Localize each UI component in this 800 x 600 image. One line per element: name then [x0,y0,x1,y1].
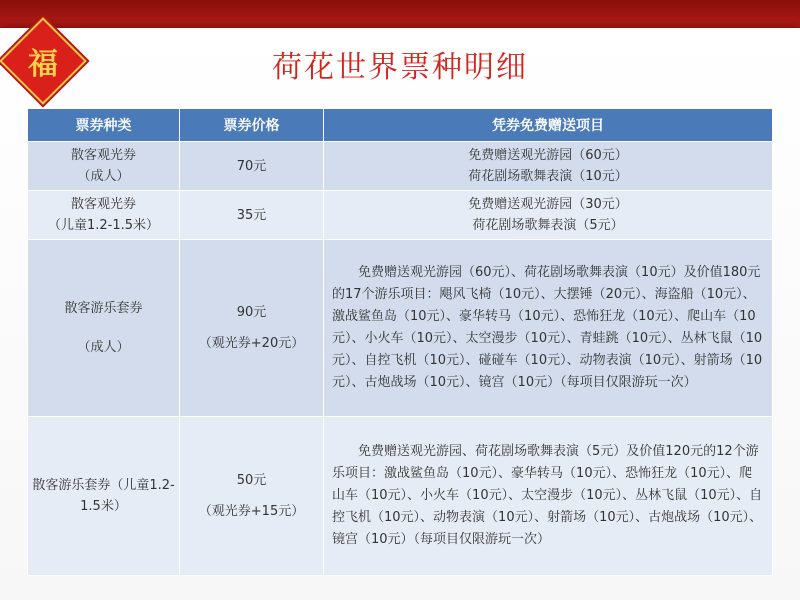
ticket-price-line: （观光券+20元） [198,336,305,351]
top-band [0,0,800,30]
free-items-cell [324,191,773,240]
ticket-type-line: （成人） [77,340,130,355]
ticket-price-cell [180,417,324,576]
free-item-line: 免费赠送观光游园（60元） [468,148,628,163]
ticket-price-line: 50元 [236,473,267,488]
page-title: 荷花世界票种明细 [272,50,528,85]
fu-character: 福 [28,47,58,82]
ticket-price-line: 35元 [236,207,267,223]
ticket-price-line: 70元 [236,158,267,174]
ticket-price-line: （观光券+15元） [198,504,305,519]
table-row [28,191,773,240]
ticket-type-line: （成人） [77,169,130,184]
header-ticket-price: 票券价格 [180,109,324,142]
free-items-cell: 免费赠送观光游园（60元）、荷花剧场歌舞表演（10元）及价值180元的17个游乐项目：飓风飞椅（10元）、大摆锤（20元）、海盗船（10元）、激战鲨鱼岛（10元）、豪华转马（10元）、恐怖狂龙（10元）、爬山车（10元）、小火车（10元）、太空漫步（10元）、青蛙跳（10元）、丛林飞鼠（10元）、自控飞机（10元）、碰碰车（10元）、动物表演（10元）、射箭场（10元）、古炮战场（10元）、镜宫（10元）（每项目仅限游玩一次） [324,240,773,417]
ticket-price-cell [180,240,324,417]
ticket-table [27,108,773,576]
table-header-row [28,109,773,142]
table-row [28,240,773,417]
ticket-type-line: （儿童1.2-1.5米） [47,218,160,233]
table-row [28,417,773,576]
header-free-items: 凭券免费赠送项目 [324,109,773,142]
ticket-price-cell [180,142,324,191]
free-item-line: 荷花剧场歌舞表演（10元） [468,169,628,184]
ticket-type-line: 散客观光券 [70,197,136,212]
ticket-type-cell [28,240,180,417]
free-items-cell: 免费赠送观光游园、荷花剧场歌舞表演（5元）及价值120元的12个游乐项目：激战鲨鱼岛（10元）、豪华转马（10元）、恐怖狂龙（10元）、爬山车（10元）、小火车（10元）、太空漫步（10元）、丛林飞鼠（10元）、自控飞机（10元）、动物表演（10元）、射箭场（10元）、古炮战场（10元）、镜宫（10元）（每项目仅限游玩一次） [324,417,773,576]
ticket-type-line: 散客观光券 [70,148,136,163]
ticket-price-cell [180,191,324,240]
free-item-line: 荷花剧场歌舞表演（5元） [472,218,624,233]
ticket-type-cell [28,142,180,191]
ticket-price-line: 90元 [236,305,267,320]
free-items-cell [324,142,773,191]
ticket-type-cell: 散客游乐套券（儿童1.2-1.5米） [28,417,180,576]
ticket-type-cell [28,191,180,240]
ticket-type-line: 散客游乐套券 [64,301,143,316]
header-ticket-type: 票券种类 [28,109,180,142]
free-item-line: 免费赠送观光游园（30元） [468,197,628,212]
table-row [28,142,773,191]
